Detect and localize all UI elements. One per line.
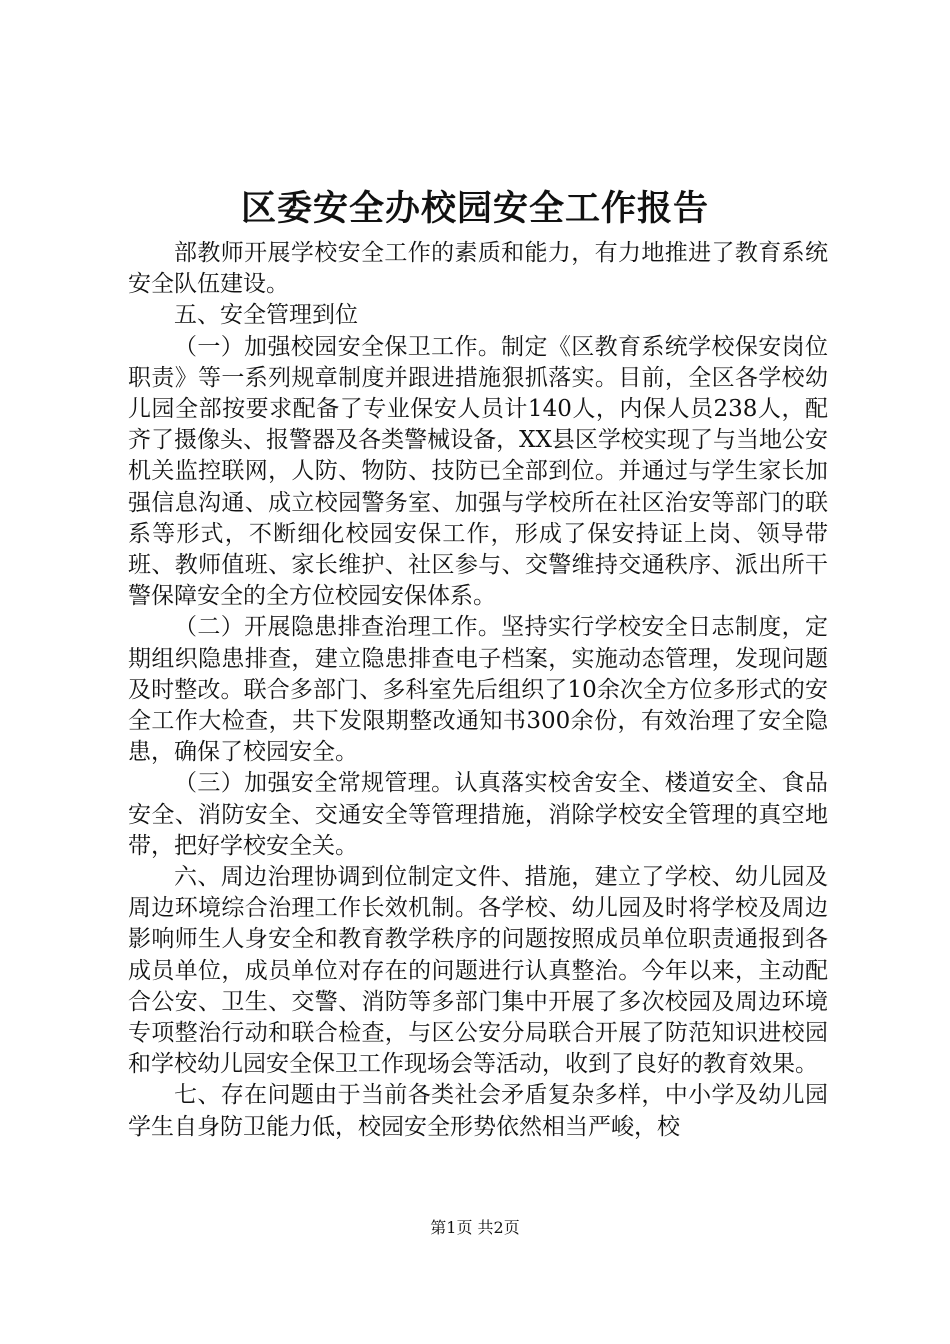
document-body [128, 238, 828, 1143]
paragraph: （二）开展隐患排查治理工作。坚持实行学校安全日志制度，定期组织隐患排查，建立隐患排查电子档案，实施动态管理，发现问题及时整改。联合多部门、多科室先后组织了10余次全方位多形式的安全工作大检查，共下发限期整改通知书300余份，有效治理了安全隐患，确保了校园安全。 [128, 614, 828, 766]
document-title: 区委安全办校园安全工作报告 [240, 188, 709, 229]
paragraph: 七、存在问题由于当前各类社会矛盾复杂多样，中小学及幼儿园学生自身防卫能力低，校园安全形势依然相当严峻，校 [128, 1082, 828, 1140]
page-number-footer: 第1页 共2页 [430, 1218, 520, 1237]
paragraph: （三）加强安全常规管理。认真落实校舍安全、楼道安全、食品安全、消防安全、交通安全等管理措施，消除学校安全管理的真空地带，把好学校安全关。 [128, 770, 828, 859]
paragraph: 部教师开展学校安全工作的素质和能力，有力地推进了教育系统安全队伍建设。 [128, 240, 828, 298]
section-heading: 五、安全管理到位 [174, 302, 358, 329]
paragraph: 六、周边治理协调到位制定文件、措施，建立了学校、幼儿园及周边环境综合治理工作长效机制。各学校、幼儿园及时将学校及周边影响师生人身安全和教育教学秩序的问题按照成员单位职责通报到各成员单位，成员单位对存在的问题进行认真整治。今年以来，主动配合公安、卫生、交警、消防等多部门集中开展了多次校园及周边环境专项整治行动和联合检查，与区公安分局联合开展了防范知识进校园和学校幼儿园安全保卫工作现场会等活动，收到了良好的教育效果。 [128, 864, 828, 1078]
paragraph: （一）加强校园安全保卫工作。制定《区教育系统学校保安岗位职责》等一系列规章制度并跟进措施狠抓落实。目前，全区各学校幼儿园全部按要求配备了专业保安人员计140人，内保人员238人，配齐了摄像头、报警器及各类警械设备，XX县区学校实现了与当地公安机关监控联网，人防、物防、技防已全部到位。并通过与学生家长加强信息沟通、成立校园警务室、加强与学校所在社区治安等部门的联系等形式，不断细化校园安保工作，形成了保安持证上岗、领导带班、教师值班、家长维护、社区参与、交警维持交通秩序、派出所干警保障安全的全方位校园安保体系。 [128, 333, 828, 610]
